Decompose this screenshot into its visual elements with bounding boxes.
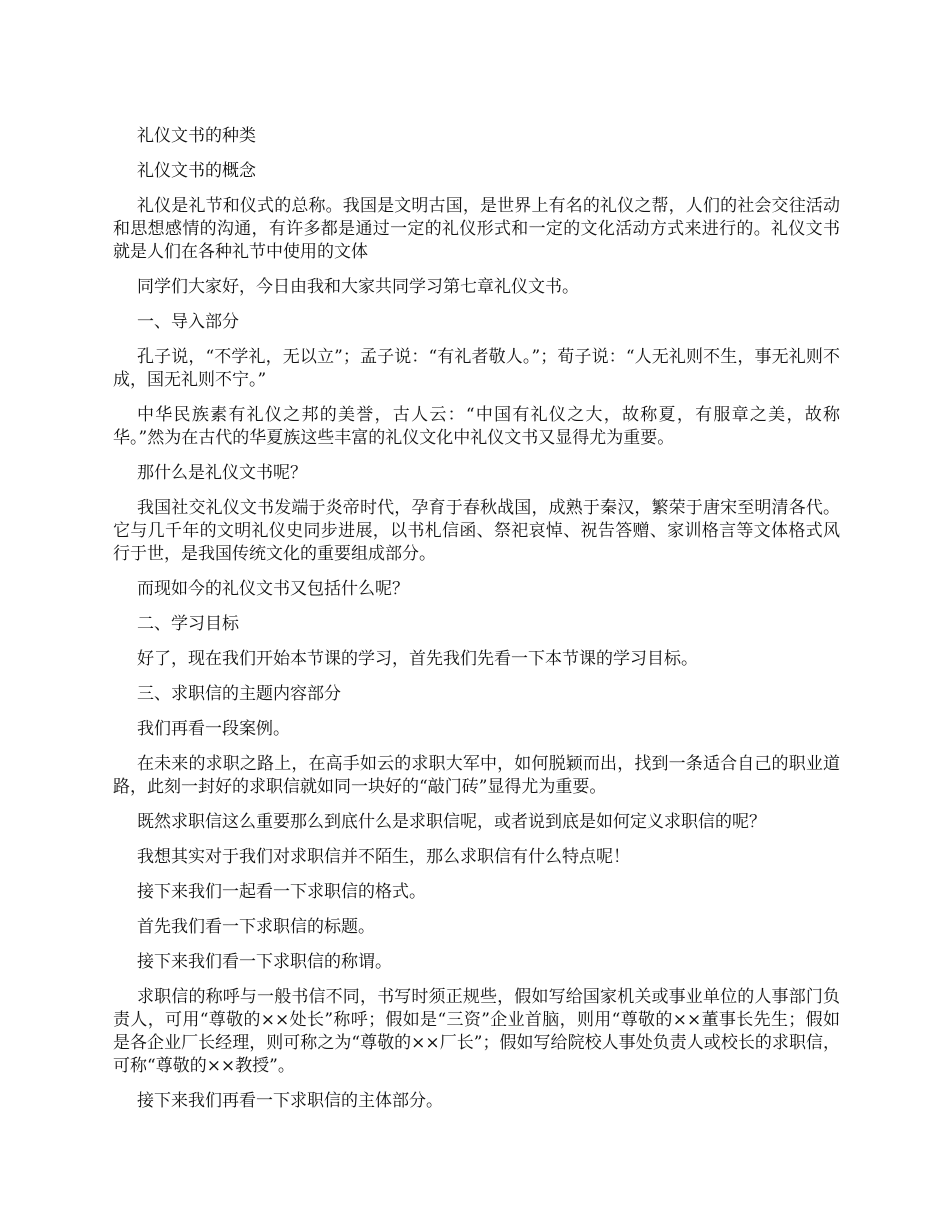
paragraph-history: 我国社交礼仪文书发端于炎帝时代，孕育于春秋战国，成熟于秦汉，繁荣于唐宋至明清各代。它与几千年的文明礼仪史同步进展，以书札信函、祭祀哀悼、祝告答赠、家训格言等文体格式风行于世，是我国传统文化的重要组成部分。 xyxy=(113,498,840,564)
paragraph-heritage: 中华民族素有礼仪之邦的美誉，古人云：“中国有礼仪之大，故称夏，有服章之美，故称华。”然为在古代的华夏族这些丰富的礼仪文化中礼仪文书又显得尤为重要。 xyxy=(113,405,840,448)
paragraph-question-what: 那什么是礼仪文书呢？ xyxy=(137,463,307,483)
paragraph-salutation-detail: 求职信的称呼与一般书信不同，书写时须正规些，假如写给国家机关或事业单位的人事部门负责人，可用“尊敬的××处长”称呼；假如是“三资”企业首脑，则用“尊敬的××董事长先生；假如是各企业厂长经理，则可称之为“尊敬的××厂长”；假如写给院校人事处负责人或校长的求职信，可称“尊敬的××教授”。 xyxy=(113,987,840,1076)
paragraph-format: 接下来我们一起看一下求职信的格式。 xyxy=(137,882,426,902)
paragraph-definition-question: 既然求职信这么重要那么到底什么是求职信呢，或者说到底是如何定义求职信的呢？ xyxy=(137,812,766,832)
paragraph-case: 我们再看一段案例。 xyxy=(137,719,290,739)
paragraph-greeting: 同学们大家好，今日由我和大家共同学习第七章礼仪文书。 xyxy=(137,277,579,297)
document-body xyxy=(113,125,840,1125)
paragraph-main-body: 接下来我们再看一下求职信的主体部分。 xyxy=(137,1091,443,1111)
paragraph-question-modern: 而现如今的礼仪文书又包括什么呢？ xyxy=(137,579,409,599)
paragraph-title: 首先我们看一下求职信的标题。 xyxy=(137,917,375,937)
heading-types: 礼仪文书的种类 xyxy=(137,126,256,146)
paragraph-quotes: 孔子说，“不学礼，无以立”；孟子说：“有礼者敬人。”；荀子说：“人无礼则不生，事无礼则不成，国无礼则不宁。” xyxy=(113,347,840,390)
heading-concept: 礼仪文书的概念 xyxy=(137,161,256,181)
paragraph-salutation: 接下来我们看一下求职信的称谓。 xyxy=(137,952,392,972)
section-heading-goals: 二、学习目标 xyxy=(137,614,239,634)
section-heading-intro: 一、导入部分 xyxy=(137,312,239,332)
section-heading-cover-letter: 三、求职信的主题内容部分 xyxy=(137,684,341,704)
paragraph-goals: 好了，现在我们开始本节课的学习，首先我们先看一下本节课的学习目标。 xyxy=(137,649,698,669)
paragraph-definition: 礼仪是礼节和仪式的总称。我国是文明古国，是世界上有名的礼仪之帮，人们的社会交往活动和思想感情的沟通，有许多都是通过一定的礼仪形式和一定的文化活动方式来进行的。礼仪文书就是人们在各种礼节中使用的文体 xyxy=(113,196,840,262)
paragraph-job-search: 在未来的求职之路上，在高手如云的求职大军中，如何脱颖而出，找到一条适合自己的职业道路，此刻一封好的求职信就如同一块好的“敲门砖”显得尤为重要。 xyxy=(113,754,840,797)
paragraph-features: 我想其实对于我们对求职信并不陌生，那么求职信有什么特点呢！ xyxy=(137,847,630,867)
